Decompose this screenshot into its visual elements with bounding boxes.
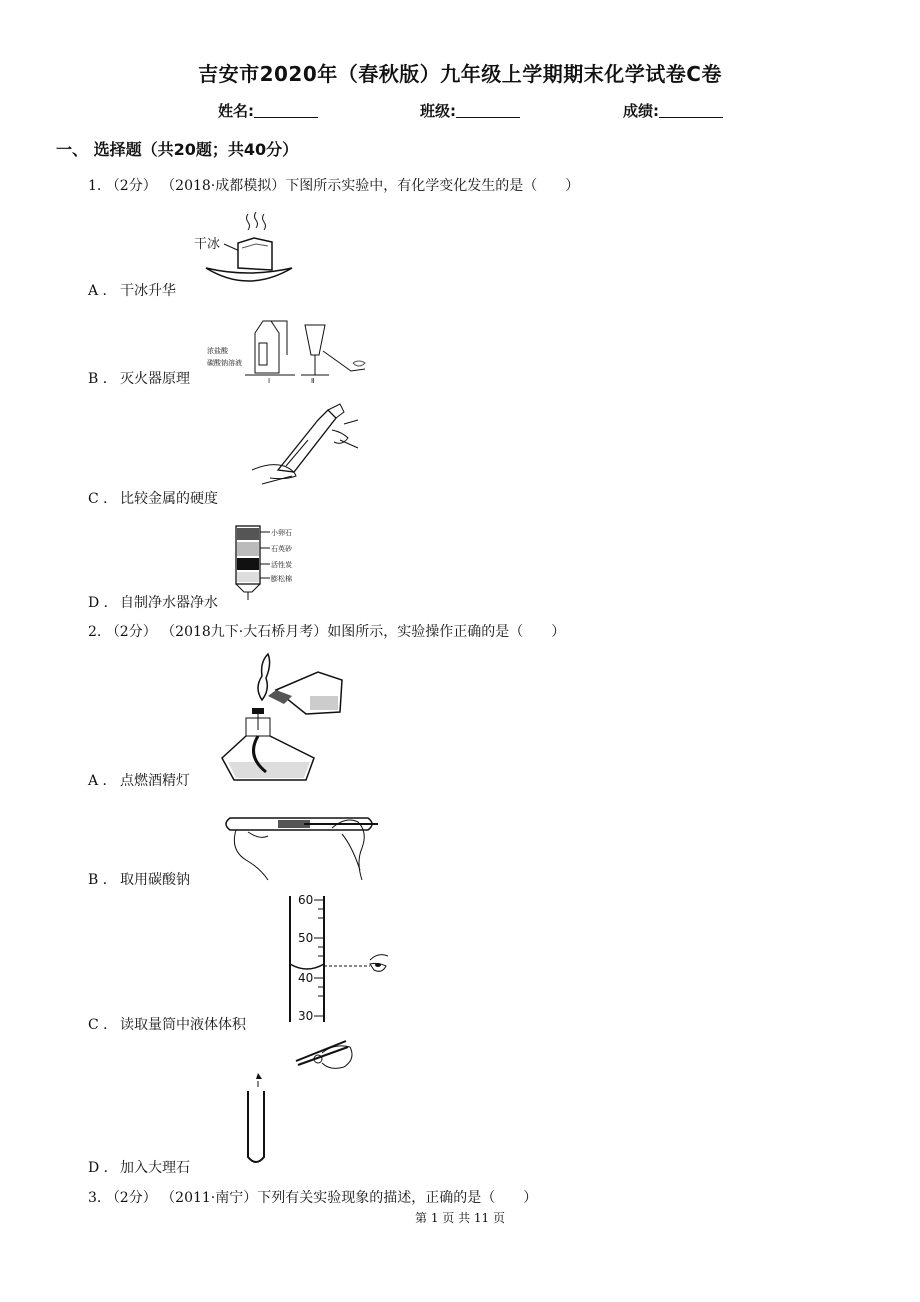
question-1 (88, 175, 579, 195)
class-label: 班级: (420, 102, 456, 120)
svg-text:50: 50 (298, 931, 314, 945)
question-number: 2. (88, 624, 102, 640)
question-number: 3. (88, 1190, 102, 1206)
name-field (218, 100, 318, 121)
question-text: （2分） （2018九下·大石桥月考）如图所示，实验操作正确的是（ ） (105, 624, 566, 640)
score-blank[interactable] (659, 103, 723, 118)
svg-text:Ⅰ: Ⅰ (268, 377, 271, 385)
option-1b[interactable]: B ． 灭火器原理 (88, 371, 190, 387)
svg-text:40: 40 (298, 971, 314, 985)
name-blank[interactable] (254, 103, 318, 118)
option-1a[interactable]: A ． 干冰升华 (88, 283, 176, 299)
dry-ice-label: 干冰 (194, 237, 221, 252)
svg-text:60: 60 (298, 893, 314, 907)
class-blank[interactable] (456, 103, 520, 118)
option-1c[interactable]: C ． 比较金属的硬度 (88, 491, 218, 507)
svg-text:膨松棉: 膨松棉 (271, 575, 292, 583)
dry-ice-figure (186, 208, 306, 290)
option-2c[interactable]: C ． 读取量筒中液体体积 (88, 1017, 246, 1033)
svg-text:小卵石: 小卵石 (271, 529, 292, 537)
svg-text:碳酸钠溶液: 碳酸钠溶液 (207, 359, 242, 367)
score-field (623, 100, 723, 121)
svg-text:Ⅱ: Ⅱ (311, 377, 315, 385)
svg-text:石英砂: 石英砂 (271, 545, 292, 553)
question-text: （2分） （2011·南宁）下列有关实验现象的描述，正确的是（ ） (105, 1190, 538, 1206)
class-field (420, 100, 520, 121)
extinguisher-figure (205, 315, 375, 385)
option-2b[interactable]: B ． 取用碳酸钠 (88, 872, 190, 888)
question-number: 1. (88, 178, 102, 194)
section-title: 一、 选择题（共20题；共40分） (56, 140, 299, 159)
option-1d[interactable]: D ． 自制净水器净水 (88, 595, 218, 611)
score-label: 成绩: (623, 102, 659, 120)
sodium-carbonate-figure (218, 808, 388, 883)
svg-text:30: 30 (298, 1009, 314, 1023)
svg-text:活性炭: 活性炭 (271, 561, 292, 569)
question-text: （2分） （2018·成都模拟）下图所示实验中，有化学变化发生的是（ ） (105, 178, 580, 194)
question-3 (88, 1187, 537, 1207)
name-label: 姓名: (218, 102, 254, 120)
water-purifier-figure (232, 520, 312, 602)
exam-title: 吉安市2020年（春秋版）九年级上学期期末化学试卷C卷 (198, 62, 722, 86)
option-2a[interactable]: A ． 点燃酒精灯 (88, 773, 190, 789)
graduated-cylinder-figure (278, 890, 398, 1025)
metal-hardness-figure (248, 400, 363, 488)
svg-text:浓盐酸: 浓盐酸 (207, 347, 228, 355)
question-2 (88, 621, 565, 641)
option-2d[interactable]: D ． 加入大理石 (88, 1160, 190, 1176)
add-marble-figure (236, 1033, 356, 1168)
page-footer: 第 1 页 共 11 页 (415, 1211, 505, 1225)
alcohol-lamp-figure (218, 650, 348, 785)
